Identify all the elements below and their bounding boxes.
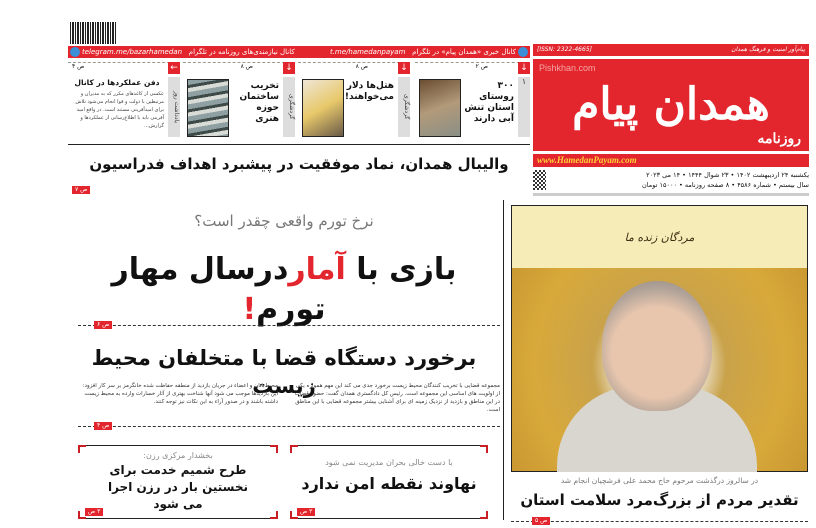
story-box-nahavand[interactable] — [290, 445, 488, 519]
masthead — [533, 44, 809, 196]
divider — [78, 426, 500, 427]
teaser-title: هتل‌ها دلار می‌خواهند! — [344, 81, 394, 102]
ads-telegram-link[interactable]: telegram.me/bazarhamedan — [82, 48, 183, 56]
teaser-number: ۱ — [518, 77, 530, 137]
barcode — [70, 22, 116, 44]
page-ref: ۶ ص — [94, 321, 112, 329]
telegram-strip — [68, 46, 530, 58]
teaser-photo — [419, 79, 461, 137]
volleyball-headline[interactable]: والیبال همدان، نماد موفقیت در پیشبرد اهداف فدراسیون — [89, 155, 509, 173]
page-ref: ۳ ص — [85, 508, 103, 516]
teaser-title: تخریب ساختمان حوزه هنری — [239, 81, 279, 124]
arrow-down-icon: ↓ — [398, 62, 410, 74]
newspaper-logo — [533, 59, 809, 151]
box-title: نهاوند نقطه امن ندارد — [301, 474, 477, 493]
telegram-icon — [70, 47, 80, 57]
teaser-photo — [187, 79, 229, 137]
arrow-down-icon: ↓ — [518, 62, 530, 74]
box-kicker: با دست خالی بحران مدیریت نمی شود — [325, 458, 453, 467]
page-ref: ۷ ص — [72, 186, 90, 194]
section-tag: گردشگری — [283, 77, 295, 137]
logo-name: همدان پیام — [572, 79, 770, 130]
page-ref: ۳ ص — [297, 508, 315, 516]
page-ref: ۲ ص — [475, 63, 488, 70]
lead-title-excl: ! — [242, 292, 257, 327]
editorial-title: دفن عملکردها در کانال — [74, 78, 160, 87]
second-body-left: محیط‌بانان و اعضاء در جریان بازدید از منطقه حفاظت شده خانگرمز بر سر کار افزود: این بازدیدها موجب می شود آنها شناخت بهتری از آثار خسارات وارده به محیط زیست داشته باشند و در صدور آراء به این نکات نیز توجه کنند. — [82, 383, 278, 405]
teaser-editorial[interactable] — [68, 62, 180, 138]
arrow-down-icon: ↓ — [283, 62, 295, 74]
second-headline[interactable]: برخورد دستگاه قضا با متخلفان محیط زیست — [91, 346, 477, 398]
telegram-icon — [518, 47, 528, 57]
telegram-label: کانال خبری «همدان پیام» در تلگرام — [412, 48, 516, 56]
column-divider — [503, 200, 504, 520]
telegram-link[interactable]: t.me/hamedanpayam — [329, 48, 406, 56]
issn: [ISSN: 2322-4665] — [537, 46, 592, 53]
website-url[interactable]: www.HamedanPayam.com — [533, 154, 809, 167]
page-ref: ۴ ص — [72, 63, 85, 70]
editorial-body: عکسی از کاغذهای مکرر که به مدیران و مرتبطین با دولت و قوا انجام می‌شود تلاش برای امیدآفرینی مستند است. در واقع امید آفرینی باید با اطلاع‌رسانی از عملکردها و گزارش... — [75, 91, 164, 129]
issue-line: سال بیستم • شماره ۴۵۸۶ • ۸ صفحه روزنامه • ۱۵۰۰۰ تومان — [642, 181, 809, 189]
teaser-villages[interactable] — [415, 62, 530, 138]
lead-kicker: نرخ تورم واقعی چقدر است؟ — [194, 212, 374, 230]
page-ref: ۸ ص — [240, 63, 253, 70]
ads-telegram-label: کانال نیازمندی‌های روزنامه در تلگرام — [188, 48, 295, 56]
teaser-art-building[interactable] — [183, 62, 295, 138]
teaser-hotels[interactable] — [298, 62, 410, 138]
page-ref: ۸ ص — [355, 63, 368, 70]
box-title: طرح شمیم خدمت برای نخستین بار در رزن اجرا می شود — [107, 463, 249, 511]
second-body-right: مجموعه قضایی با تخریب کنندگان محیط زیست برخورد جدی می کند این مهم همواره یکی از اولویت های اساسی این مجموعه است. رئیس کل دادگستری همدان گفت: حضور قضات در این مناطق و بازدید از نزدیک زمینه ای برای آشنایی بیشتر مجموعه قضایی با این مناطق است. — [294, 383, 500, 413]
tagline: پیام‌آور امنیت و فرهنگ همدان — [731, 46, 805, 53]
photo-banner: مردگان زنده ما — [624, 231, 695, 244]
lead-title-a: بازی با — [345, 252, 457, 287]
teaser-title: ۳۰۰ روستای استان تنش آبی دارند — [464, 81, 514, 124]
story-box-razan[interactable] — [78, 445, 278, 519]
section-tag: یادداشت روز — [168, 77, 180, 137]
page-ref: ۴ ص — [94, 422, 112, 430]
photo-kicker: در سالروز درگذشت مرحوم حاج محمد علی فرشچیان انجام شد — [560, 476, 759, 485]
lead-headline[interactable] — [68, 250, 500, 330]
lead-title-b: درسال مهار تورم — [111, 252, 326, 327]
logo-prefix: روزنامه — [757, 131, 801, 147]
qr-code — [533, 170, 546, 190]
page-ref: ۵ ص — [532, 517, 550, 525]
date-line: یکشنبه ۲۴ اردیبهشت ۱۴۰۲ • ۲۳ شوال ۱۴۴۴ • ۱۴ می ۲۰۲۳ — [646, 171, 809, 179]
arrow-left-icon: ← — [168, 62, 180, 74]
watermark: Pishkhan.com — [539, 63, 596, 73]
divider — [511, 521, 808, 522]
box-kicker: بخشدار مرکزی رزن: — [143, 451, 213, 460]
section-tag: گردشگری — [398, 77, 410, 137]
divider — [68, 144, 530, 145]
teaser-photo — [302, 79, 344, 137]
lead-title-red: آمار — [288, 252, 346, 287]
divider — [78, 325, 500, 326]
portrait-photo[interactable] — [511, 205, 808, 472]
photo-headline[interactable]: تقدیر مردم از بزرگ‌مرد سلامت استان — [520, 491, 799, 509]
